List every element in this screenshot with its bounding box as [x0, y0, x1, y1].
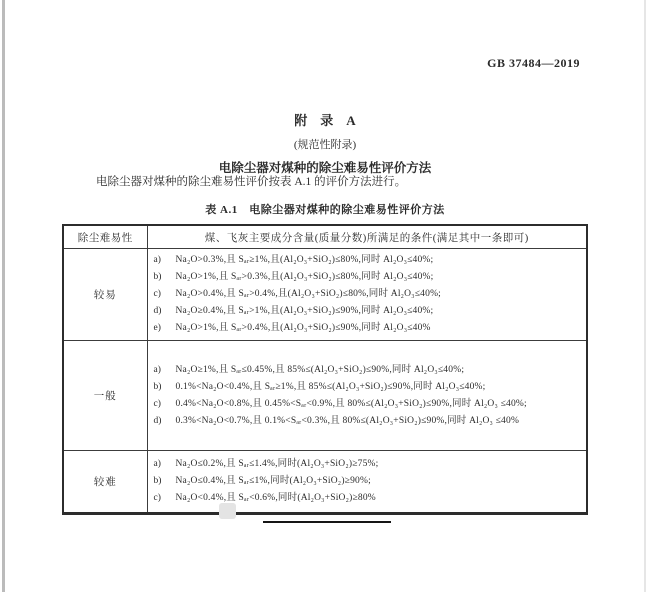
col-header-difficulty: 除尘难易性 [63, 225, 147, 249]
condition-text: 0.4%<Na₂O<0.8%,且 0.45%<Sₐᵣ<0.9%,且 80%≤(Al₂O₃+SiO₂)≤90%,同时 Al₂O₃ ≤40%; [175, 398, 527, 409]
table-header-row [63, 225, 587, 249]
condition-text: Na₂O≤0.4%,且 Sₐᵣ≤1%,同时(Al₂O₃+SiO₂)≥90%; [175, 476, 371, 486]
conditions-cell [147, 451, 587, 514]
condition-item [154, 286, 581, 303]
condition-item [154, 362, 581, 379]
condition-item [154, 473, 581, 490]
condition-text: Na₂O>0.3%,且 Sₐᵣ≥1%,且(Al₂O₃+SiO₂)≤80%,同时 Al₂O₃≤40%; [175, 255, 434, 265]
condition-item [154, 379, 581, 396]
condition-item [154, 269, 581, 286]
condition-label: a) [153, 255, 161, 265]
condition-item [154, 252, 581, 269]
condition-item [154, 456, 581, 473]
condition-label: e) [153, 323, 161, 333]
footer-rule [263, 521, 391, 523]
condition-text: Na₂O<0.4%,且 Sₐᵣ<0.6%,同时(Al₂O₃+SiO₂)≥80% [175, 493, 376, 503]
condition-label: d) [153, 415, 162, 426]
condition-text: 0.3%<Na₂O<0.7%,且 0.1%<Sₐᵣ<0.3%,且 80%≤(Al₂O₃+SiO₂)≤90%,同时 Al₂O₃ ≤40% [175, 415, 520, 426]
page-right-edge [644, 0, 646, 592]
col-header-conditions: 煤、飞灰主要成分含量(质量分数)所满足的条件(满足其中一条即可) [147, 225, 587, 249]
scan-artifact-square [219, 503, 236, 519]
condition-label: d) [153, 306, 162, 316]
condition-label: a) [153, 364, 161, 375]
condition-text: Na₂O≥0.4%,且 Sₐᵣ>1%,且(Al₂O₃+SiO₂)≤90%,同时 Al₂O₃≤40%; [175, 306, 434, 316]
table-group-row-harder [63, 451, 587, 514]
condition-label: b) [153, 381, 162, 392]
condition-label: b) [153, 476, 162, 486]
condition-item [154, 490, 581, 507]
difficulty-cell: 较难 [63, 451, 147, 514]
difficulty-cell: 较易 [63, 249, 147, 341]
appendix-title: 电除尘器对煤种的除尘难易性评价方法 [218, 161, 432, 175]
conditions-cell [147, 341, 587, 451]
intro-paragraph: 电除尘器对煤种的除尘难易性评价按表 A.1 的评价方法进行。 [96, 176, 407, 188]
conditions-cell [147, 249, 587, 341]
condition-label: c) [153, 398, 161, 409]
table-group-row-easier [63, 249, 587, 341]
table-group-row-average [63, 341, 587, 451]
page-left-edge [2, 0, 5, 592]
condition-label: a) [153, 459, 161, 469]
condition-item [154, 320, 581, 337]
condition-text: Na₂O>1%,且 Sₐᵣ>0.3%,且(Al₂O₃+SiO₂)≤80%,同时 Al₂O₃≤40%; [175, 272, 434, 282]
standard-code: GB 37484—2019 [487, 56, 580, 70]
evaluation-table [62, 224, 588, 515]
condition-text: Na₂O>0.4%,且 Sₐᵣ>0.4%,且(Al₂O₃+SiO₂)≤80%,同时 Al₂O₃≤40%; [175, 289, 442, 299]
condition-label: b) [153, 272, 162, 282]
condition-item [154, 303, 581, 320]
appendix-note: (规范性附录) [293, 139, 357, 151]
table-caption: 表 A.1 电除尘器对煤种的除尘难易性评价方法 [205, 204, 445, 216]
appendix-heading [62, 110, 588, 176]
difficulty-cell: 一般 [63, 341, 147, 451]
condition-item [154, 396, 581, 413]
condition-text: Na₂O≤0.2%,且 Sₐᵣ≤1.4%,同时(Al₂O₃+SiO₂)≥75%; [175, 459, 379, 469]
appendix-label: 附 录 A [294, 113, 356, 128]
condition-label: c) [153, 493, 161, 503]
condition-text: 0.1%<Na₂O<0.4%,且 Sₐᵣ≥1%,且 85%≤(Al₂O₃+SiO₂)≤90%,同时 Al₂O₃≤40%; [175, 381, 486, 392]
condition-text: Na₂O>1%,且 Sₐᵣ>0.4%,且(Al₂O₃+SiO₂)≤90%,同时 Al₂O₃≤40% [175, 323, 431, 333]
condition-label: c) [153, 289, 161, 299]
condition-text: Na₂O≥1%,且 Sₐᵣ≤0.45%,且 85%≤(Al₂O₃+SiO₂)≤90%,同时 Al₂O₃≤40%; [175, 364, 465, 375]
condition-item [154, 413, 581, 430]
